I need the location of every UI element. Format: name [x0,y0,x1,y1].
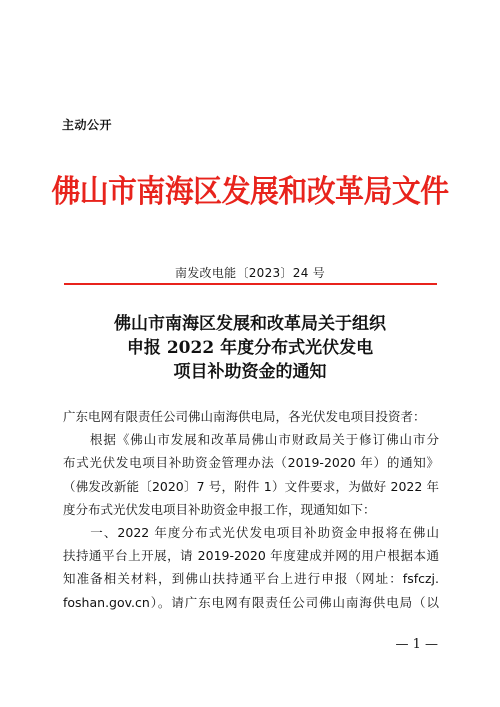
disclosure-label: 主动公开 [62,118,113,132]
body-line: 度分布式光伏发电项目补助资金申报工作，现通知如下： [63,501,376,517]
page-number: — 1 — [395,637,438,652]
masthead-title: 佛山市南海区发展和改革局文件 [51,174,449,210]
title-line-2: 申报 2022 年度分布式光伏发电 [126,338,374,358]
notice-body [63,405,439,614]
body-line: 知准备相关材料，到佛山扶持通平台上进行申报（网址：fsfczj. [63,571,439,587]
notice-title [0,312,500,384]
body-line: 根据《佛山市发展和改革局佛山市财政局关于修订佛山市分 [63,432,439,448]
title-line-3: 项目补助资金的通知 [173,362,327,382]
body-line: 一、2022 年度分布式光伏发电项目补助资金申报将在佛山 [63,525,439,541]
body-line: foshan.gov.cn）。请广东电网有限责任公司佛山南海供电局（以 [63,594,439,610]
body-line: 布式光伏发电项目补助资金管理办法（2019-2020 年）的通知》 [63,455,439,471]
body-line: 扶持通平台上开展，请 2019-2020 年度建成并网的用户根据本通 [63,548,439,564]
red-separator-line [64,283,437,285]
body-line: 广东电网有限责任公司佛山南海供电局，各光伏发电项目投资者： [63,409,426,424]
title-line-1: 佛山市南海区发展和改革局关于组织 [114,314,386,334]
document-number: 南发改电能〔2023〕24 号 [174,266,326,280]
body-line: （佛发改新能〔2020〕7 号，附件 1）文件要求，为做好 2022 年 [63,478,439,494]
